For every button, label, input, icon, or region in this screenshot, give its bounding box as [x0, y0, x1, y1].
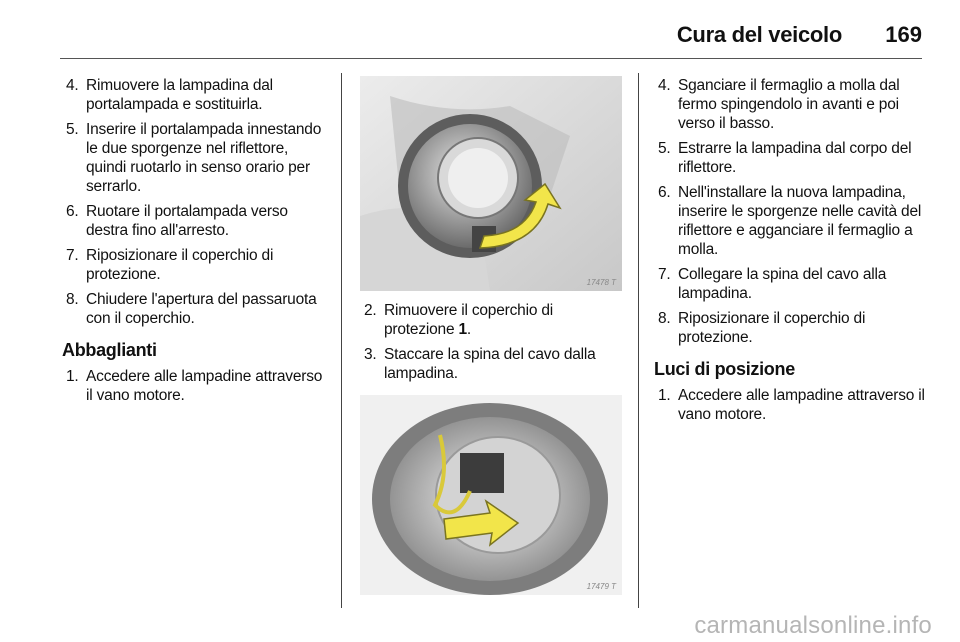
- steps-list-abbaglianti: [62, 367, 328, 405]
- column-left: [62, 76, 328, 411]
- list-item: 7. Riposizionare il coperchio di protezione.: [66, 247, 274, 283]
- list-item: 5. Inserire il portalampada innestando le due sporgenze nel riflettore, quindi ruotarlo in senso orario per serrarlo.: [66, 121, 322, 195]
- section-title-abbaglianti: Abbaglianti: [62, 340, 157, 360]
- list-item: 6. Ruotare il portalampada verso destra fino all'arresto.: [66, 203, 288, 239]
- headlamp-cover-illustration: [360, 76, 622, 291]
- bulb-connector-illustration: [360, 395, 622, 595]
- steps-list-bulb-install: [654, 76, 926, 347]
- column-divider-left: [341, 73, 342, 608]
- steps-list-cover-removal: [360, 301, 622, 383]
- page-number: 169: [885, 22, 922, 47]
- list-item: 8. Chiudere l'apertura del passaruota con il coperchio.: [66, 291, 317, 327]
- figure-bulb-connector: [360, 395, 622, 595]
- header-rule: [60, 58, 922, 59]
- header-title: Cura del veicolo: [676, 22, 842, 47]
- watermark: carmanualsonline.info: [694, 612, 932, 639]
- list-item: 3. Staccare la spina del cavo dalla lampadina.: [364, 346, 596, 382]
- list-item: 5. Estrarre la lampadina dal corpo del riflettore.: [658, 140, 912, 176]
- steps-list-bulb-replace: [62, 76, 328, 328]
- list-item: 7. Collegare la spina del cavo alla lampadina.: [658, 266, 887, 302]
- list-item: 2. Rimuovere il coperchio di protezione 1.: [364, 302, 554, 338]
- column-right: [654, 76, 926, 430]
- list-item: 6. Nell'installare la nuova lampadina, inserire le sporgenze nelle cavità del riflettore e agganciare il fermaglio a molla.: [658, 184, 922, 258]
- page-header: [0, 0, 960, 60]
- list-item: 4. Rimuovere la lampadina dal portalampada e sostituirla.: [66, 77, 273, 113]
- steps-list-luci-di-posizione: [654, 386, 926, 424]
- figure-headlamp-cover: [360, 76, 622, 291]
- column-divider-right: [638, 73, 639, 608]
- figure-code: 17478 T: [586, 278, 616, 287]
- column-middle: [360, 76, 622, 595]
- list-item: 1. Accedere alle lampadine attraverso il vano motore.: [66, 368, 323, 404]
- figure-code: 17479 T: [586, 582, 616, 591]
- list-item: 1. Accedere alle lampadine attraverso il vano motore.: [658, 387, 925, 423]
- list-item: 4. Sganciare il fermaglio a molla dal fermo spingendolo in avanti e poi verso il basso.: [658, 77, 900, 132]
- list-item: 8. Riposizionare il coperchio di protezione.: [658, 310, 866, 346]
- section-title-luci-di-posizione: Luci di posizione: [654, 359, 795, 379]
